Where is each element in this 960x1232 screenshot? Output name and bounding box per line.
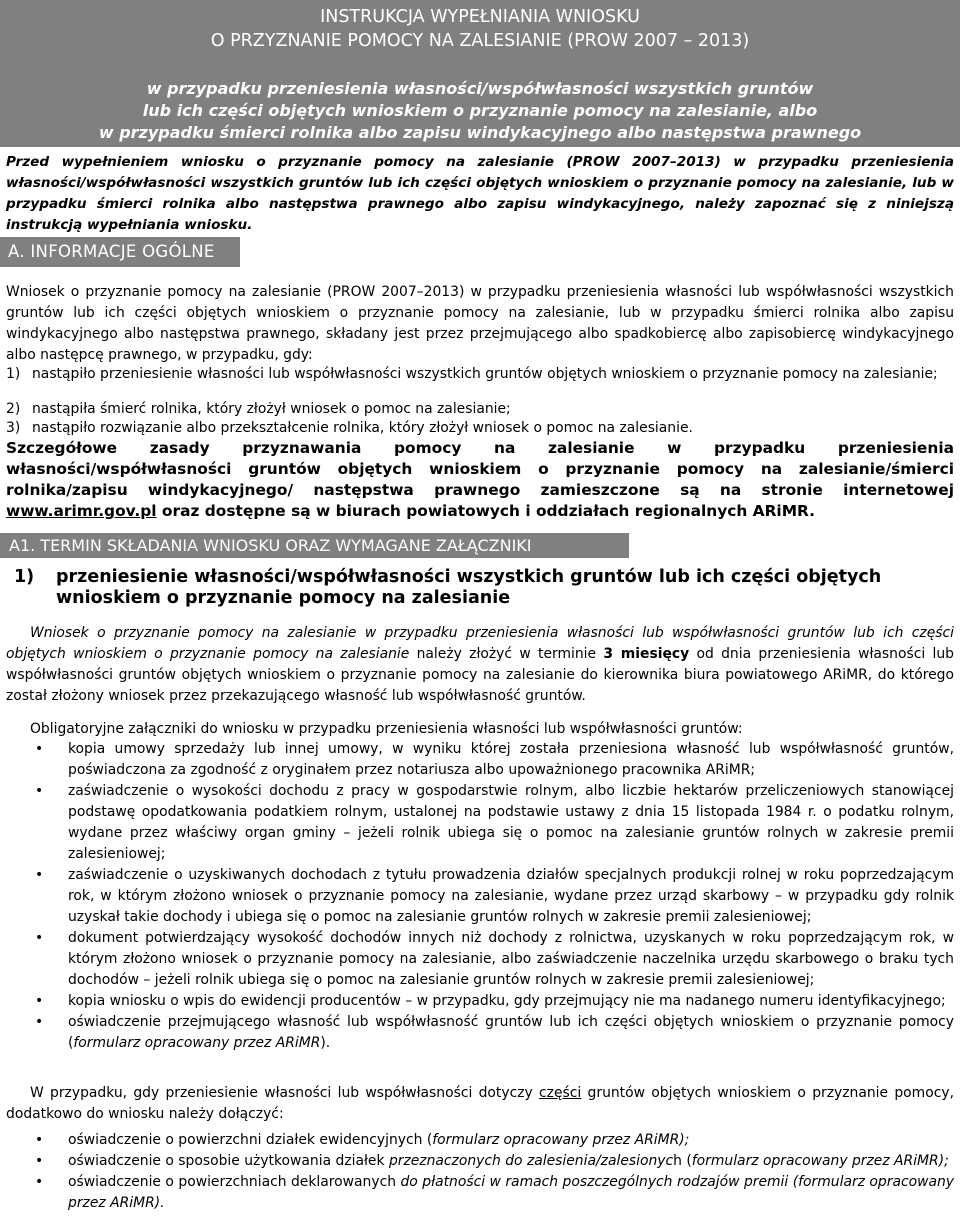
list-item-text: oświadczenie o powierzchniach deklarowanych — [68, 1174, 401, 1190]
details-text-start: Szczegółowe zasady przyznawania pomocy na zalesianie w przypadku przeniesienia własności/współwłasności gruntów objętych wnioskiem o przyznanie pomocy na zalesianie/śmierci rolnika/zapisu windykacyjnego/ następstwa prawnego zamieszczone są na stronie internetowej — [6, 439, 954, 499]
list-item — [32, 865, 954, 928]
list-item-text: oświadczenie o sposobie użytkowania działek — [68, 1153, 389, 1169]
list-item-italic: formularz opracowany przez ARiMR); — [432, 1132, 690, 1148]
list-item — [32, 1151, 954, 1172]
list-item-italic: formularz opracowany przez ARiMR — [73, 1035, 321, 1051]
point-1-heading — [14, 567, 954, 609]
intro-paragraph: Przed wypełnieniem wniosku o przyznanie pomocy na zalesianie (PROW 2007–2013) w przypadku przeniesienia własności/współwłasności wszystkich gruntów lub ich części objętych wnioskiem o przyznanie pomocy na zalesianie, lub w przypadku śmierci rolnika albo następstwa prawnego albo zapisu windykacyjnego, należy zapoznać się z niniejszą instrukcją wypełniania wniosku. — [6, 154, 954, 233]
bullet-icon: • — [35, 1174, 44, 1190]
partial-end: gruntów objętych wnioskiem o przyznanie pomocy, dodatkowo do wniosku należy dołączyć: — [6, 1085, 954, 1122]
attachments-intro: Obligatoryjne załączniki do wniosku w przypadku przeniesienia własności lub współwłasności gruntów: — [30, 721, 743, 737]
bullet-icon: • — [35, 1153, 44, 1169]
additional-attachments-list — [32, 1130, 954, 1214]
list-item-text: oświadczenie o powierzchni działek ewidencyjnych ( — [68, 1132, 433, 1148]
list-item-text: dokument potwierdzający wysokość dochodów innych niż dochody z rolnictwa, uzyskanych w roku poprzedzającym rok, w którym złożono wniosek o przyznanie pomocy na zalesianie, albo zaświadczenie naczelnika urzędu skarbowego o braku tych dochodów – jeżeli rolnik ubiega się o pomoc na zalesianie gruntów rolnych w zakresie premii zalesieniowej; — [68, 930, 954, 988]
point-1-number: 1) — [14, 567, 35, 587]
bullet-icon: • — [35, 993, 44, 1009]
arimr-link[interactable]: www.arimr.gov.pl — [6, 502, 157, 520]
bullet-icon: • — [35, 741, 44, 757]
deadline-end: od dnia przeniesienia własności lub współwłasności gruntów objętych wnioskiem o przyznanie pomocy na zalesianie do kierownika biura powiatowego ARiMR, do którego został złożony wniosek przez przekazującego własność lub współwłasność gruntów. — [6, 646, 954, 704]
details-text-end: oraz dostępne są w biurach powiatowych i oddziałach regionalnych ARiMR. — [156, 502, 816, 520]
doc-subtitle-line3: w przypadku śmierci rolnika albo zapisu windykacyjnego albo następstwa prawnego — [98, 123, 862, 142]
point-1-title: przeniesienie własności/współwłasności wszystkich gruntów lub ich części objętych wnioskiem o przyznanie pomocy na zalesianie — [56, 567, 882, 608]
section-a-title: A. INFORMACJE OGÓLNE — [8, 242, 215, 261]
list-item-text: nastąpiła śmierć rolnika, który złożył wniosek o pomoc na zalesianie; — [32, 401, 511, 417]
section-a1-header — [0, 533, 629, 558]
details-paragraph — [6, 438, 954, 522]
list-item-text: oświadczenie przejmującego własność lub współwłasność gruntów lub ich części objętych wnioskiem o przyznanie pomocy ( — [68, 1014, 954, 1051]
list-item — [32, 991, 954, 1012]
list-item — [32, 739, 954, 781]
section-a1-title: A1. TERMIN SKŁADANIA WNIOSKU ORAZ WYMAGANE ZAŁĄCZNIKI — [9, 536, 532, 555]
doc-subtitle-line2: lub ich części objętych wnioskiem o przyznanie pomocy na zalesianie, albo — [142, 101, 818, 120]
deadline-italic: Wniosek o przyznanie pomocy na zalesianie w przypadku przeniesienia własności lub współwłasności gruntów lub ich części objętych wnioskiem o przyznanie pomocy na zalesianie — [6, 625, 954, 662]
list-item-italic: do płatności w ramach poszczególnych rodzajów premii (formularz opracowany przez ARiMR). — [68, 1174, 954, 1211]
list-item — [32, 1012, 954, 1054]
list-item-text: nastąpiło rozwiązanie albo przekształcenie rolnika, który złożył wniosek o pomoc na zalesianie. — [32, 420, 693, 436]
section-a-header — [0, 237, 240, 267]
list-item-text: zaświadczenie o uzyskiwanych dochodach z tytułu prowadzenia działów specjalnych produkcji rolnej w roku poprzedzającym rok, w którym złożono wniosek o przyznanie pomocy na zalesianie, wydane przez urząd skarbowy – w przypadku gdy rolnik uzyskał takie dochody i ubiega się o pomoc na zalesianie gruntów rolnych w zakresie premii zalesieniowej; — [68, 867, 954, 925]
list-item — [6, 418, 954, 439]
header-banner — [0, 0, 960, 147]
list-item-end: ). — [320, 1035, 331, 1051]
list-item-number: 2) — [6, 401, 21, 417]
list-item-italic: przeznaczonych do zalesienia/zalesionyc — [388, 1153, 674, 1169]
deadline-bold: 3 miesięcy — [603, 646, 690, 662]
list-item-text: nastąpiło przeniesienie własności lub współwłasności wszystkich gruntów objętych wnioskiem o przyznanie pomocy na zalesianie; — [32, 366, 938, 382]
partial-underline: części — [539, 1085, 582, 1101]
list-item-text: kopia umowy sprzedaży lub innej umowy, w wyniku której została przeniesiona własność lub współwłasność gruntów, poświadczona za zgodność z oryginałem przez notariusza albo upoważnionego pracownika ARiMR; — [68, 741, 954, 778]
section-a-paragraph: Wniosek o przyznanie pomocy na zalesianie (PROW 2007–2013) w przypadku przeniesienia własności lub współwłasności wszystkich gruntów lub ich części objętych wnioskiem o przyznanie pomocy na zalesianie, lub w przypadku śmierci rolnika albo zapisu windykacyjnego albo następstwa prawnego, składany jest przez przejmującego albo spadkobiercę albo zapisobiercę windykacyjnego albo następcę prawnego, w przypadku, gdy: — [6, 284, 954, 363]
list-item-mid: h ( — [673, 1153, 692, 1169]
list-item-italic-2: formularz opracowany przez ARiMR); — [691, 1153, 949, 1169]
list-item-text: kopia wniosku o wpis do ewidencji producentów – w przypadku, gdy przejmujący nie ma nadanego numeru identyfikacyjnego; — [68, 993, 946, 1009]
doc-title-line2: O PRZYZNANIE POMOCY NA ZALESIANIE (PROW 2007 – 2013) — [210, 31, 750, 51]
list-item-number: 1) — [6, 366, 21, 382]
list-item-number: 3) — [6, 420, 21, 436]
deadline-mid: należy złożyć w terminie — [409, 646, 604, 662]
bullet-icon: • — [35, 783, 44, 799]
list-item-text: zaświadczenie o wysokości dochodu z pracy w gospodarstwie rolnym, albo liczbie hektarów przeliczeniowych stanowiącej podstawę opodatkowania podatkiem rolnym, ustalonej na podstawie ustawy z dnia 15 listopada 1984 r. o podatku rolnym, wydane przez właściwy organ gminy – jeżeli rolnik ubiega się o pomoc na zalesianie gruntów rolnych w zakresie premii zalesieniowej; — [68, 783, 954, 862]
partial-start: W przypadku, gdy przeniesienie własności lub współwłasności dotyczy — [30, 1085, 540, 1101]
bullet-icon: • — [35, 930, 44, 946]
list-item — [32, 928, 954, 991]
partial-transfer-paragraph — [6, 1083, 954, 1125]
doc-subtitle-line1: w przypadku przeniesienia własności/współwłasności wszystkich gruntów — [146, 79, 814, 98]
list-item — [32, 781, 954, 865]
list-item — [6, 399, 954, 420]
bullet-icon: • — [35, 1132, 44, 1148]
list-item — [32, 1172, 954, 1214]
list-item — [6, 364, 954, 385]
attachments-list — [32, 739, 954, 1054]
bullet-icon: • — [35, 867, 44, 883]
list-item — [32, 1130, 954, 1151]
deadline-paragraph — [6, 623, 954, 707]
bullet-icon: • — [35, 1014, 44, 1030]
doc-title-line1: INSTRUKCJA WYPEŁNIANIA WNIOSKU — [320, 7, 640, 27]
